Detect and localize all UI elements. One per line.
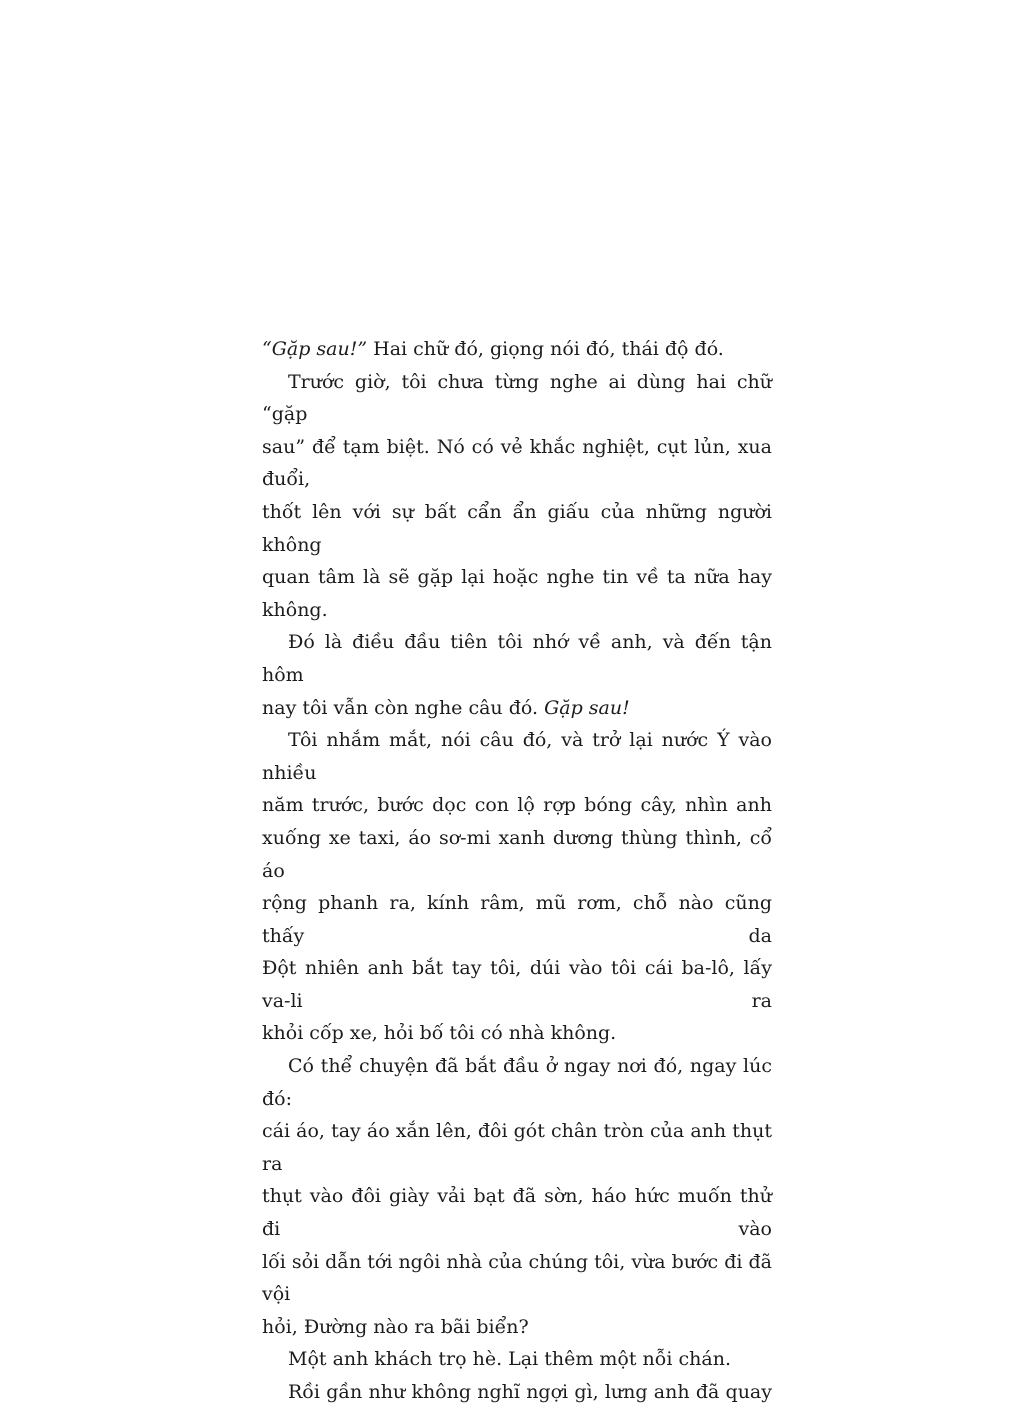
paragraph (262, 1343, 772, 1376)
text-run: Có thể chuyện đã bắt đầu ở ngay nơi đó, ngay lúc đó: (262, 1055, 772, 1110)
text-line (262, 822, 772, 887)
text-line (262, 692, 772, 725)
paragraph (262, 333, 772, 366)
text-line (262, 1050, 772, 1115)
text-run: sau” để tạm biệt. Nó có vẻ khắc nghiệt, cụt lủn, xua đuổi, (262, 435, 772, 491)
text-line (262, 1343, 772, 1376)
text-line (262, 724, 772, 789)
text-run: hỏi, Đường nào ra bãi biển? (262, 1315, 529, 1338)
text-line (262, 626, 772, 691)
text-run: quan tâm là sẽ gặp lại hoặc nghe tin về ta nữa hay không. (262, 566, 772, 621)
text-run: khỏi cốp xe, hỏi bố tôi có nhà không. (262, 1022, 617, 1045)
text-run: Hai chữ đó, giọng nói đó, thái độ đó. (367, 338, 724, 360)
text-run: rộng phanh ra, kính râm, mũ rơm, chỗ nào cũng thấy da (262, 892, 772, 947)
text-line (262, 333, 772, 366)
body-text (262, 333, 772, 1409)
italic-text: “Gặp sau!” (262, 338, 368, 360)
text-run: Một anh khách trọ hè. Lại thêm một nỗi chán. (288, 1348, 731, 1371)
text-line (262, 496, 772, 561)
text-run: Tôi nhắm mắt, nói câu đó, và trở lại nước Ý vào nhiều (262, 729, 772, 784)
text-line (262, 1180, 772, 1245)
text-run: Trước giờ, tôi chưa từng nghe ai dùng hai chữ “gặp (262, 370, 772, 426)
text-run: nay tôi vẫn còn nghe câu đó. (262, 696, 545, 719)
text-run: Đột nhiên anh bắt tay tôi, dúi vào tôi cái ba-lô, lấy va-li ra (262, 957, 772, 1012)
text-line (262, 1311, 772, 1344)
text-run: năm trước, bước dọc con lộ rợp bóng cây, nhìn anh (262, 794, 772, 817)
text-run: cái áo, tay áo xắn lên, đôi gót chân tròn của anh thụt ra (262, 1120, 772, 1175)
text-line (262, 561, 772, 626)
paragraph (262, 1050, 772, 1343)
text-line (262, 1115, 772, 1180)
text-run: thụt vào đôi giày vải bạt đã sờn, háo hức muốn thử đi vào (262, 1185, 772, 1241)
paragraph (262, 1376, 772, 1409)
text-line (262, 1017, 772, 1050)
text-line (262, 887, 772, 952)
text-line (262, 789, 772, 822)
italic-text: Gặp sau! (544, 696, 630, 719)
text-line (262, 366, 772, 431)
paragraph (262, 626, 772, 724)
text-line (262, 1246, 772, 1311)
text-run: lối sỏi dẫn tới ngôi nhà của chúng tôi, vừa bước đi đã vội (262, 1250, 772, 1306)
text-line (262, 431, 772, 496)
text-run: thốt lên với sự bất cẩn ẩn giấu của những người không (262, 500, 772, 556)
paragraph (262, 724, 772, 1050)
text-line (262, 952, 772, 1017)
text-line (262, 1376, 772, 1409)
text-run: Rồi gần như không nghĩ ngợi gì, lưng anh đã quay (288, 1381, 772, 1403)
text-run: xuống xe taxi, áo sơ-mi xanh dương thùng thình, cổ áo (262, 826, 772, 882)
paragraph (262, 366, 772, 627)
text-run: Đó là điều đầu tiên tôi nhớ về anh, và đến tận hôm (262, 631, 772, 686)
